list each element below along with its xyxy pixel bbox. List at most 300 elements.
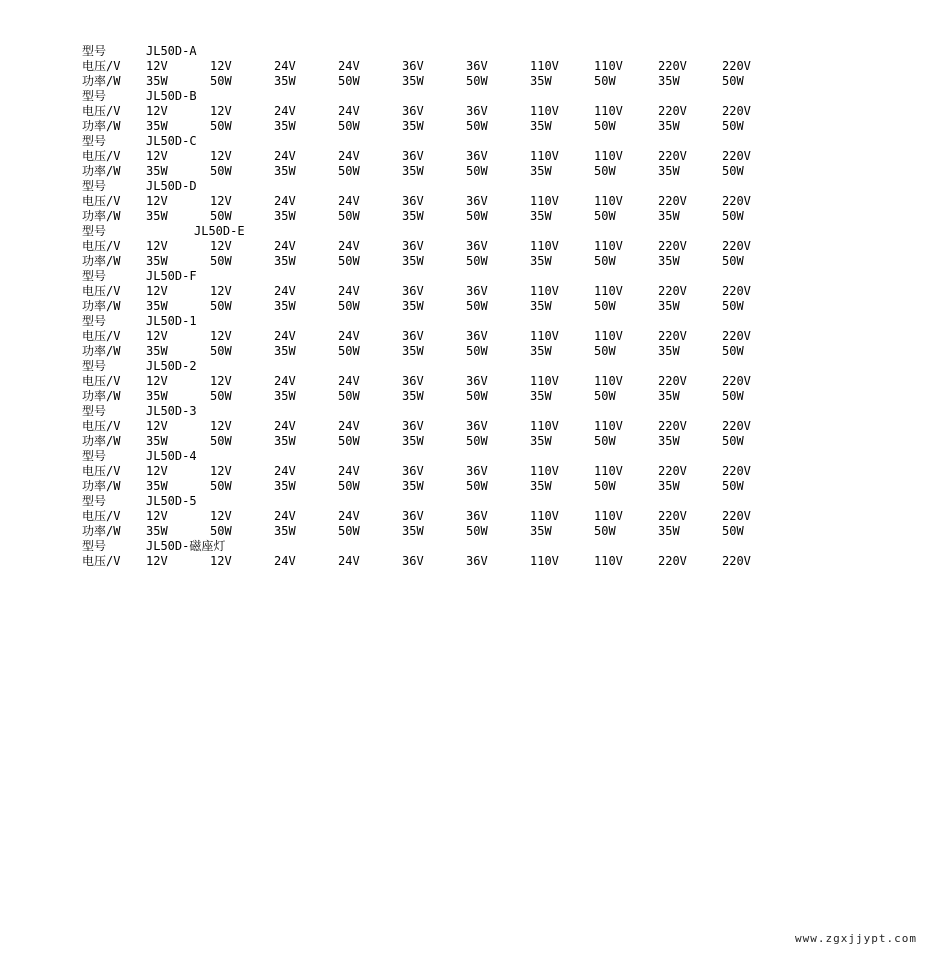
power-cell: 50W bbox=[210, 209, 232, 223]
power-cell: 35W bbox=[658, 254, 680, 268]
power-cell: 50W bbox=[466, 254, 488, 268]
voltage-cell: 36V bbox=[466, 464, 488, 478]
power-label: 功率/W bbox=[82, 479, 121, 493]
power-row bbox=[82, 119, 782, 134]
power-cell: 35W bbox=[274, 389, 296, 403]
power-row bbox=[82, 164, 782, 179]
model-label: 型号 bbox=[82, 404, 107, 418]
power-cell: 35W bbox=[402, 209, 424, 223]
power-cell: 50W bbox=[466, 74, 488, 88]
voltage-cell: 220V bbox=[722, 59, 751, 73]
power-cell: 50W bbox=[722, 74, 744, 88]
model-name: JL50D-D bbox=[146, 179, 197, 193]
power-cell: 50W bbox=[594, 164, 616, 178]
power-cell: 35W bbox=[530, 164, 552, 178]
voltage-cell: 220V bbox=[722, 194, 751, 208]
power-label: 功率/W bbox=[82, 209, 121, 223]
voltage-row bbox=[82, 509, 782, 524]
power-cell: 35W bbox=[658, 479, 680, 493]
power-cell: 35W bbox=[402, 164, 424, 178]
power-row bbox=[82, 524, 782, 539]
model-label: 型号 bbox=[82, 314, 107, 328]
voltage-cell: 12V bbox=[210, 284, 232, 298]
model-name: JL50D-磁座灯 bbox=[146, 539, 226, 553]
voltage-row bbox=[82, 194, 782, 209]
voltage-cell: 220V bbox=[658, 239, 687, 253]
power-label: 功率/W bbox=[82, 164, 121, 178]
power-cell: 35W bbox=[658, 164, 680, 178]
power-cell: 50W bbox=[466, 389, 488, 403]
voltage-label: 电压/V bbox=[82, 104, 121, 118]
voltage-cell: 24V bbox=[274, 509, 296, 523]
voltage-cell: 110V bbox=[530, 554, 559, 568]
voltage-cell: 220V bbox=[722, 329, 751, 343]
voltage-cell: 36V bbox=[402, 419, 424, 433]
voltage-cell: 110V bbox=[530, 419, 559, 433]
voltage-cell: 110V bbox=[530, 104, 559, 118]
voltage-cell: 24V bbox=[274, 464, 296, 478]
power-cell: 50W bbox=[722, 299, 744, 313]
power-cell: 35W bbox=[274, 524, 296, 538]
voltage-cell: 36V bbox=[402, 464, 424, 478]
power-cell: 35W bbox=[274, 209, 296, 223]
power-cell: 50W bbox=[594, 74, 616, 88]
power-cell: 50W bbox=[594, 344, 616, 358]
model-row bbox=[82, 539, 782, 554]
voltage-cell: 12V bbox=[146, 419, 168, 433]
power-cell: 35W bbox=[530, 74, 552, 88]
voltage-row bbox=[82, 329, 782, 344]
power-cell: 50W bbox=[722, 389, 744, 403]
voltage-cell: 12V bbox=[210, 194, 232, 208]
power-cell: 50W bbox=[338, 299, 360, 313]
power-cell: 35W bbox=[658, 119, 680, 133]
voltage-label: 电压/V bbox=[82, 284, 121, 298]
voltage-label: 电压/V bbox=[82, 59, 121, 73]
power-row bbox=[82, 434, 782, 449]
voltage-cell: 220V bbox=[658, 374, 687, 388]
power-cell: 50W bbox=[210, 299, 232, 313]
power-cell: 50W bbox=[594, 209, 616, 223]
voltage-label: 电压/V bbox=[82, 419, 121, 433]
voltage-cell: 24V bbox=[274, 329, 296, 343]
power-cell: 50W bbox=[594, 524, 616, 538]
model-name: JL50D-A bbox=[146, 44, 197, 58]
voltage-cell: 110V bbox=[594, 464, 623, 478]
voltage-cell: 24V bbox=[338, 149, 360, 163]
voltage-cell: 110V bbox=[594, 374, 623, 388]
voltage-cell: 24V bbox=[274, 149, 296, 163]
power-cell: 35W bbox=[530, 344, 552, 358]
voltage-cell: 220V bbox=[658, 284, 687, 298]
model-name: JL50D-E bbox=[194, 224, 245, 238]
voltage-cell: 24V bbox=[274, 554, 296, 568]
voltage-cell: 12V bbox=[210, 464, 232, 478]
power-cell: 35W bbox=[402, 74, 424, 88]
model-label: 型号 bbox=[82, 224, 107, 238]
voltage-cell: 110V bbox=[594, 59, 623, 73]
model-name: JL50D-F bbox=[146, 269, 197, 283]
voltage-cell: 24V bbox=[274, 284, 296, 298]
power-cell: 50W bbox=[594, 119, 616, 133]
voltage-cell: 24V bbox=[274, 239, 296, 253]
power-cell: 50W bbox=[338, 434, 360, 448]
model-row bbox=[82, 89, 782, 104]
voltage-row bbox=[82, 419, 782, 434]
power-cell: 35W bbox=[530, 209, 552, 223]
voltage-cell: 24V bbox=[338, 374, 360, 388]
voltage-cell: 12V bbox=[146, 194, 168, 208]
power-label: 功率/W bbox=[82, 119, 121, 133]
voltage-cell: 36V bbox=[466, 239, 488, 253]
power-cell: 35W bbox=[530, 119, 552, 133]
spec-table bbox=[82, 44, 782, 569]
voltage-cell: 110V bbox=[530, 194, 559, 208]
voltage-cell: 220V bbox=[658, 554, 687, 568]
model-label: 型号 bbox=[82, 494, 107, 508]
power-cell: 50W bbox=[210, 119, 232, 133]
power-cell: 35W bbox=[530, 434, 552, 448]
voltage-cell: 36V bbox=[466, 419, 488, 433]
power-cell: 35W bbox=[658, 299, 680, 313]
voltage-cell: 220V bbox=[658, 464, 687, 478]
power-cell: 35W bbox=[658, 389, 680, 403]
power-cell: 35W bbox=[402, 299, 424, 313]
voltage-cell: 36V bbox=[466, 194, 488, 208]
voltage-cell: 12V bbox=[210, 104, 232, 118]
voltage-cell: 110V bbox=[530, 59, 559, 73]
model-name: JL50D-C bbox=[146, 134, 197, 148]
model-name: JL50D-1 bbox=[146, 314, 197, 328]
power-cell: 50W bbox=[210, 434, 232, 448]
voltage-cell: 110V bbox=[594, 284, 623, 298]
power-cell: 50W bbox=[722, 164, 744, 178]
power-cell: 50W bbox=[210, 74, 232, 88]
voltage-cell: 36V bbox=[466, 149, 488, 163]
voltage-cell: 36V bbox=[402, 149, 424, 163]
voltage-cell: 24V bbox=[274, 374, 296, 388]
voltage-cell: 24V bbox=[338, 104, 360, 118]
voltage-label: 电压/V bbox=[82, 554, 121, 568]
voltage-cell: 36V bbox=[466, 104, 488, 118]
power-cell: 35W bbox=[658, 209, 680, 223]
voltage-row bbox=[82, 374, 782, 389]
voltage-label: 电压/V bbox=[82, 374, 121, 388]
voltage-cell: 220V bbox=[658, 419, 687, 433]
voltage-cell: 12V bbox=[210, 59, 232, 73]
voltage-cell: 12V bbox=[146, 149, 168, 163]
voltage-cell: 36V bbox=[466, 554, 488, 568]
voltage-cell: 24V bbox=[274, 419, 296, 433]
voltage-cell: 12V bbox=[210, 554, 232, 568]
voltage-cell: 110V bbox=[594, 149, 623, 163]
voltage-cell: 24V bbox=[274, 59, 296, 73]
power-cell: 35W bbox=[402, 479, 424, 493]
power-cell: 50W bbox=[466, 299, 488, 313]
power-cell: 50W bbox=[338, 524, 360, 538]
power-cell: 50W bbox=[466, 344, 488, 358]
power-cell: 50W bbox=[466, 164, 488, 178]
voltage-cell: 220V bbox=[658, 104, 687, 118]
voltage-cell: 12V bbox=[146, 239, 168, 253]
power-label: 功率/W bbox=[82, 254, 121, 268]
voltage-cell: 220V bbox=[722, 419, 751, 433]
voltage-cell: 110V bbox=[594, 239, 623, 253]
voltage-cell: 220V bbox=[722, 284, 751, 298]
power-cell: 50W bbox=[210, 254, 232, 268]
voltage-label: 电压/V bbox=[82, 239, 121, 253]
voltage-cell: 12V bbox=[146, 104, 168, 118]
power-cell: 50W bbox=[210, 389, 232, 403]
voltage-cell: 220V bbox=[722, 374, 751, 388]
voltage-cell: 12V bbox=[210, 239, 232, 253]
voltage-cell: 36V bbox=[402, 374, 424, 388]
voltage-label: 电压/V bbox=[82, 509, 121, 523]
voltage-cell: 12V bbox=[210, 374, 232, 388]
voltage-cell: 24V bbox=[274, 194, 296, 208]
voltage-cell: 36V bbox=[402, 554, 424, 568]
voltage-cell: 36V bbox=[466, 284, 488, 298]
power-cell: 35W bbox=[146, 119, 168, 133]
power-label: 功率/W bbox=[82, 74, 121, 88]
power-cell: 35W bbox=[274, 344, 296, 358]
voltage-cell: 12V bbox=[210, 329, 232, 343]
voltage-cell: 24V bbox=[338, 464, 360, 478]
voltage-cell: 220V bbox=[658, 149, 687, 163]
voltage-cell: 12V bbox=[146, 464, 168, 478]
power-cell: 35W bbox=[274, 119, 296, 133]
voltage-cell: 220V bbox=[722, 554, 751, 568]
model-label: 型号 bbox=[82, 269, 107, 283]
power-cell: 35W bbox=[274, 299, 296, 313]
power-cell: 35W bbox=[146, 164, 168, 178]
power-cell: 35W bbox=[274, 74, 296, 88]
power-cell: 35W bbox=[146, 254, 168, 268]
power-cell: 50W bbox=[722, 524, 744, 538]
voltage-cell: 24V bbox=[274, 104, 296, 118]
model-row bbox=[82, 359, 782, 374]
voltage-cell: 12V bbox=[146, 554, 168, 568]
voltage-row bbox=[82, 149, 782, 164]
voltage-cell: 36V bbox=[466, 509, 488, 523]
model-label: 型号 bbox=[82, 89, 107, 103]
voltage-cell: 110V bbox=[530, 509, 559, 523]
voltage-label: 电压/V bbox=[82, 329, 121, 343]
model-row bbox=[82, 494, 782, 509]
voltage-cell: 110V bbox=[594, 329, 623, 343]
power-row bbox=[82, 209, 782, 224]
power-cell: 35W bbox=[402, 389, 424, 403]
model-name: JL50D-3 bbox=[146, 404, 197, 418]
power-cell: 35W bbox=[530, 389, 552, 403]
power-cell: 35W bbox=[146, 209, 168, 223]
power-cell: 35W bbox=[274, 434, 296, 448]
voltage-cell: 220V bbox=[658, 509, 687, 523]
voltage-row bbox=[82, 239, 782, 254]
voltage-cell: 24V bbox=[338, 329, 360, 343]
voltage-cell: 220V bbox=[658, 194, 687, 208]
power-cell: 35W bbox=[530, 524, 552, 538]
voltage-cell: 24V bbox=[338, 554, 360, 568]
power-cell: 35W bbox=[658, 74, 680, 88]
power-cell: 50W bbox=[338, 479, 360, 493]
model-label: 型号 bbox=[82, 449, 107, 463]
power-cell: 35W bbox=[402, 434, 424, 448]
power-cell: 35W bbox=[530, 479, 552, 493]
power-cell: 50W bbox=[338, 164, 360, 178]
voltage-cell: 110V bbox=[530, 284, 559, 298]
power-row bbox=[82, 479, 782, 494]
model-name: JL50D-5 bbox=[146, 494, 197, 508]
voltage-cell: 12V bbox=[146, 59, 168, 73]
model-row bbox=[82, 404, 782, 419]
voltage-cell: 220V bbox=[658, 329, 687, 343]
power-label: 功率/W bbox=[82, 389, 121, 403]
power-cell: 35W bbox=[146, 434, 168, 448]
power-cell: 35W bbox=[402, 119, 424, 133]
voltage-cell: 110V bbox=[594, 554, 623, 568]
voltage-cell: 110V bbox=[530, 329, 559, 343]
voltage-cell: 12V bbox=[146, 329, 168, 343]
power-cell: 50W bbox=[722, 254, 744, 268]
power-row bbox=[82, 389, 782, 404]
voltage-cell: 36V bbox=[402, 104, 424, 118]
model-label: 型号 bbox=[82, 134, 107, 148]
power-cell: 35W bbox=[146, 344, 168, 358]
voltage-cell: 36V bbox=[402, 59, 424, 73]
power-cell: 35W bbox=[402, 344, 424, 358]
model-row bbox=[82, 134, 782, 149]
voltage-cell: 110V bbox=[530, 239, 559, 253]
voltage-cell: 36V bbox=[466, 59, 488, 73]
power-cell: 50W bbox=[722, 119, 744, 133]
voltage-cell: 110V bbox=[594, 194, 623, 208]
power-label: 功率/W bbox=[82, 344, 121, 358]
power-cell: 35W bbox=[146, 74, 168, 88]
power-row bbox=[82, 254, 782, 269]
voltage-cell: 36V bbox=[466, 374, 488, 388]
power-cell: 35W bbox=[274, 164, 296, 178]
voltage-cell: 24V bbox=[338, 284, 360, 298]
power-cell: 50W bbox=[338, 389, 360, 403]
voltage-cell: 24V bbox=[338, 419, 360, 433]
power-cell: 35W bbox=[402, 524, 424, 538]
voltage-cell: 36V bbox=[466, 329, 488, 343]
model-label: 型号 bbox=[82, 539, 107, 553]
power-cell: 50W bbox=[466, 479, 488, 493]
power-cell: 50W bbox=[466, 434, 488, 448]
voltage-cell: 36V bbox=[402, 239, 424, 253]
power-cell: 50W bbox=[594, 299, 616, 313]
power-cell: 35W bbox=[146, 299, 168, 313]
voltage-cell: 110V bbox=[530, 374, 559, 388]
power-cell: 50W bbox=[210, 479, 232, 493]
voltage-row bbox=[82, 284, 782, 299]
power-cell: 50W bbox=[210, 524, 232, 538]
watermark: www.zgxjjypt.com bbox=[795, 932, 917, 945]
power-cell: 35W bbox=[530, 299, 552, 313]
voltage-cell: 24V bbox=[338, 239, 360, 253]
model-label: 型号 bbox=[82, 179, 107, 193]
power-cell: 50W bbox=[722, 434, 744, 448]
voltage-cell: 110V bbox=[594, 509, 623, 523]
power-cell: 50W bbox=[466, 524, 488, 538]
voltage-cell: 24V bbox=[338, 59, 360, 73]
voltage-cell: 12V bbox=[210, 509, 232, 523]
power-cell: 50W bbox=[722, 479, 744, 493]
model-label: 型号 bbox=[82, 359, 107, 373]
model-name: JL50D-4 bbox=[146, 449, 197, 463]
voltage-cell: 12V bbox=[210, 419, 232, 433]
voltage-label: 电压/V bbox=[82, 194, 121, 208]
power-cell: 50W bbox=[338, 119, 360, 133]
voltage-cell: 110V bbox=[530, 464, 559, 478]
power-cell: 50W bbox=[338, 209, 360, 223]
model-label: 型号 bbox=[82, 44, 107, 58]
model-row bbox=[82, 179, 782, 194]
voltage-cell: 12V bbox=[146, 374, 168, 388]
voltage-row bbox=[82, 464, 782, 479]
voltage-cell: 110V bbox=[594, 419, 623, 433]
power-cell: 50W bbox=[722, 209, 744, 223]
voltage-cell: 220V bbox=[722, 239, 751, 253]
power-cell: 35W bbox=[146, 479, 168, 493]
power-cell: 50W bbox=[594, 254, 616, 268]
power-cell: 35W bbox=[530, 254, 552, 268]
voltage-cell: 220V bbox=[722, 464, 751, 478]
power-cell: 35W bbox=[658, 344, 680, 358]
voltage-cell: 12V bbox=[146, 284, 168, 298]
voltage-cell: 220V bbox=[722, 149, 751, 163]
power-cell: 35W bbox=[274, 479, 296, 493]
model-row bbox=[82, 44, 782, 59]
voltage-row bbox=[82, 554, 782, 569]
voltage-cell: 220V bbox=[722, 104, 751, 118]
power-cell: 50W bbox=[466, 209, 488, 223]
power-cell: 50W bbox=[338, 254, 360, 268]
power-row bbox=[82, 299, 782, 314]
voltage-cell: 36V bbox=[402, 329, 424, 343]
power-cell: 50W bbox=[594, 389, 616, 403]
voltage-cell: 12V bbox=[210, 149, 232, 163]
power-cell: 35W bbox=[658, 524, 680, 538]
power-label: 功率/W bbox=[82, 524, 121, 538]
model-name: JL50D-B bbox=[146, 89, 197, 103]
power-row bbox=[82, 74, 782, 89]
voltage-cell: 36V bbox=[402, 284, 424, 298]
voltage-cell: 220V bbox=[658, 59, 687, 73]
model-row bbox=[82, 449, 782, 464]
power-cell: 35W bbox=[146, 389, 168, 403]
model-row bbox=[82, 314, 782, 329]
voltage-cell: 220V bbox=[722, 509, 751, 523]
power-cell: 35W bbox=[274, 254, 296, 268]
power-label: 功率/W bbox=[82, 299, 121, 313]
power-cell: 35W bbox=[146, 524, 168, 538]
power-label: 功率/W bbox=[82, 434, 121, 448]
model-row bbox=[82, 224, 782, 239]
voltage-label: 电压/V bbox=[82, 149, 121, 163]
voltage-cell: 24V bbox=[338, 194, 360, 208]
power-cell: 50W bbox=[466, 119, 488, 133]
power-cell: 35W bbox=[658, 434, 680, 448]
model-name: JL50D-2 bbox=[146, 359, 197, 373]
power-cell: 50W bbox=[338, 74, 360, 88]
power-cell: 50W bbox=[338, 344, 360, 358]
voltage-row bbox=[82, 59, 782, 74]
voltage-cell: 12V bbox=[146, 509, 168, 523]
voltage-cell: 36V bbox=[402, 194, 424, 208]
